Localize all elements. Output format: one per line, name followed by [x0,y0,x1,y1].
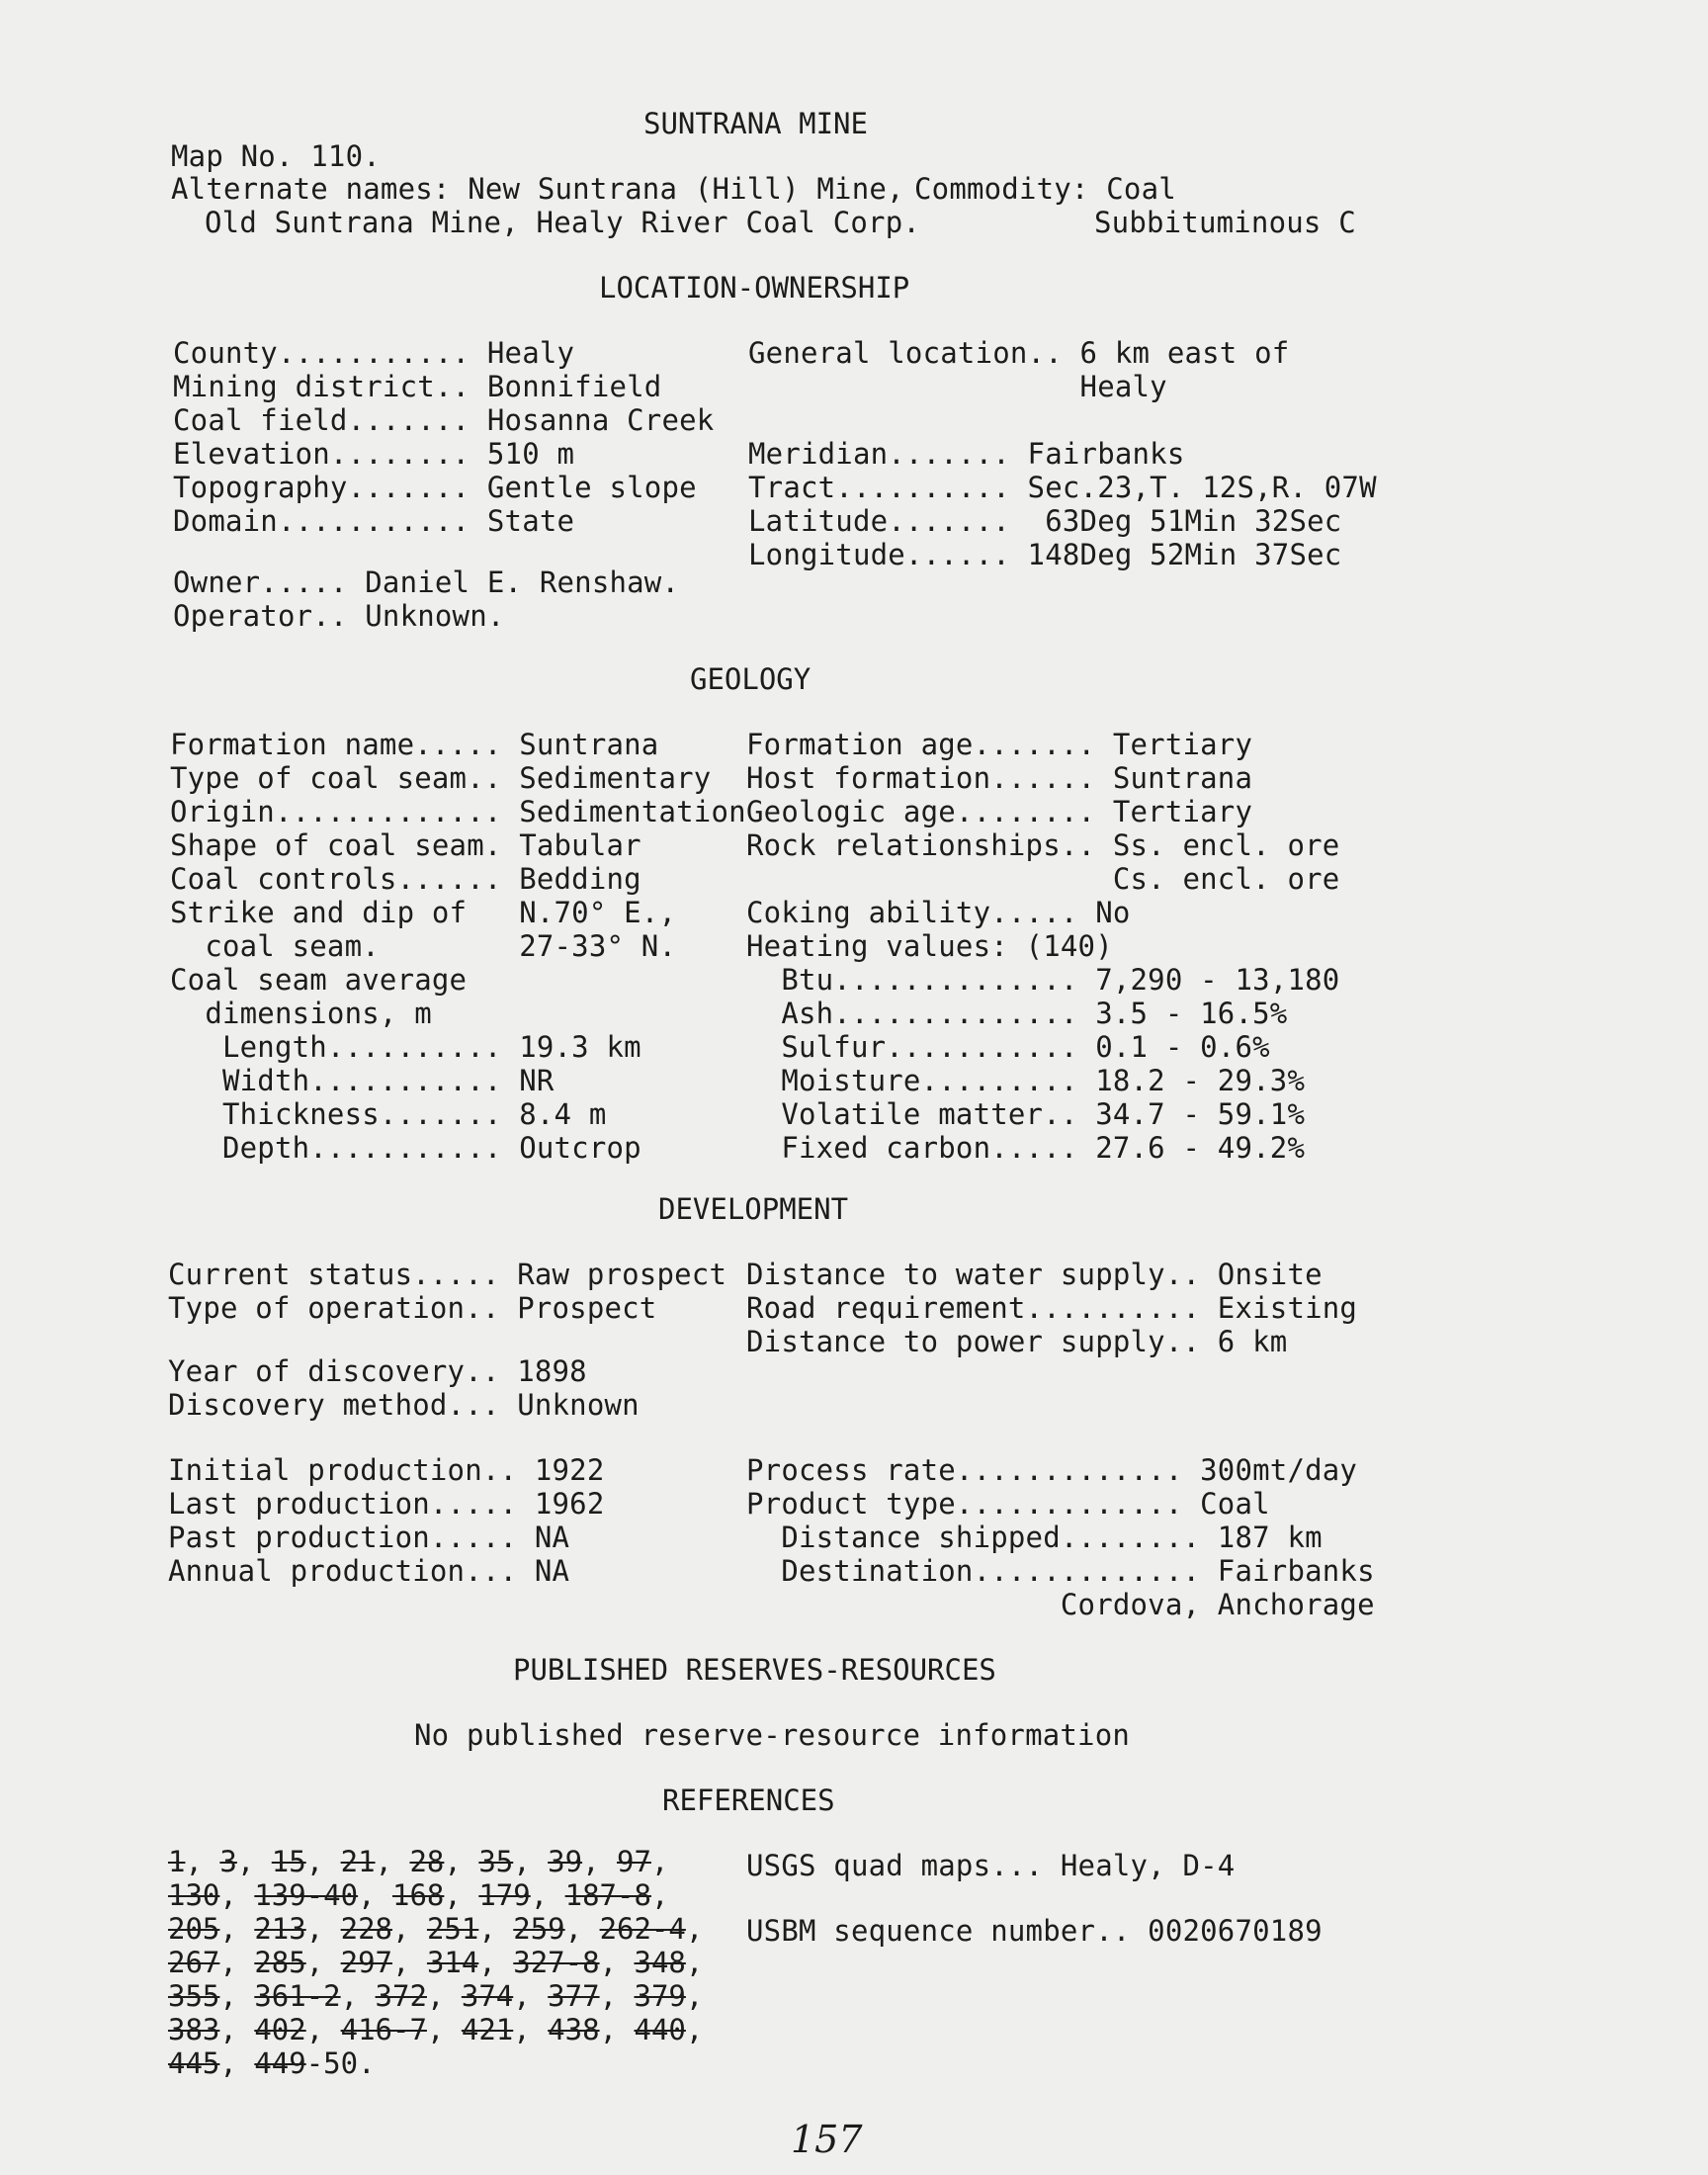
reference-separator: , [650,1845,669,1878]
section-heading-location: LOCATION-OWNERSHIP [599,271,910,304]
reference-separator: , [219,2013,255,2046]
geology-right-line: Cs. encl. ore [746,862,1340,896]
geology-left-line: Thickness....... 8.4 m [170,1097,607,1131]
geology-left-line: Strike and dip of N.70° E., [170,896,677,929]
reference-separator: , [305,1946,341,1979]
reference-separator: , [426,1979,462,2013]
location-left-line: Topography....... Gentle slope [173,471,697,504]
usbm-sequence-number: USBM sequence number.. 0020670189 [746,1914,1323,1948]
reference-separator: , [599,1979,635,2013]
geology-right-line: Volatile matter.. 34.7 - 59.1% [746,1097,1306,1131]
section-heading-references: REFERENCES [662,1784,835,1817]
struck-reference: 445 [168,2046,220,2080]
reference-separator: , [392,1912,427,1946]
geology-right-line: Rock relationships.. Ss. encl. ore [746,828,1340,862]
development-left-a-line: Current status..... Raw prospect [168,1258,727,1291]
struck-reference: 383 [168,2013,220,2046]
reference-separator: , [375,1845,410,1878]
struck-reference: 355 [168,1979,220,2013]
location-left-line: County........... Healy [173,336,575,370]
production-right-line: Process rate............. 300mt/day [746,1453,1358,1487]
struck-reference: 348 [634,1946,686,1979]
reference-line [168,1912,722,1946]
reference-separator: , [478,1946,514,1979]
production-right-column [746,1453,1375,1621]
production-right-line: Distance shipped........ 187 km [746,1521,1323,1554]
struck-reference: 438 [548,2013,600,2046]
development-left-status [168,1258,726,1325]
production-right-line: Destination............. Fairbanks [746,1554,1375,1588]
development-left-discovery [168,1354,640,1422]
usgs-quad-maps: USGS quad maps... Healy, D-4 [746,1849,1236,1882]
development-left-b-line: Year of discovery.. 1898 [168,1354,587,1388]
struck-reference: 262-4 [599,1912,686,1946]
geology-right-line: Coking ability..... No [746,896,1131,929]
section-heading-development: DEVELOPMENT [658,1192,849,1226]
geology-right-line: Moisture......... 18.2 - 29.3% [746,1064,1306,1097]
geology-left-line: Coal controls...... Bedding [170,862,641,896]
production-right-line: Product type............. Coal [746,1487,1270,1521]
reference-separator: , [219,1878,255,1912]
struck-reference: 421 [461,2013,514,2046]
struck-reference: 416-7 [340,2013,427,2046]
reference-separator: , [650,1878,669,1912]
reference-separator: , [444,1845,479,1878]
location-left-line: Domain........... State [173,504,575,538]
reference-separator: , [478,1912,514,1946]
location-left-line: Coal field....... Hosanna Creek [173,403,715,437]
geology-right-line: Sulfur........... 0.1 - 0.6% [746,1030,1270,1064]
struck-reference: 259 [513,1912,565,1946]
geology-left-line: Shape of coal seam. Tabular [170,828,641,862]
struck-reference: 267 [168,1946,220,1979]
geology-right-column [746,728,1339,1165]
struck-reference: 251 [426,1912,479,1946]
geology-right-line: Geologic age........ Tertiary [746,795,1253,828]
reference-separator: , [392,1946,427,1979]
reference-separator: , [513,2013,549,2046]
reference-separator: , [219,1946,255,1979]
reference-separator: , [305,2013,341,2046]
geology-left-line: Length.......... 19.3 km [170,1030,641,1064]
commodity-line2: Subbituminous C [1094,206,1356,239]
reference-separator: , [685,1912,704,1946]
reference-separator: , [340,1979,376,2013]
production-right-line: Cordova, Anchorage [746,1588,1375,1621]
references-list [168,1845,722,2080]
geology-left-column [170,728,746,1165]
development-left-b-line: Discovery method... Unknown [168,1388,640,1422]
location-left-line: Elevation........ 510 m [173,437,575,471]
geology-right-line: Formation age....... Tertiary [746,728,1253,761]
location-right-line: Healy [748,370,1167,403]
section-heading-reserves: PUBLISHED RESERVES-RESOURCES [513,1653,996,1687]
reference-separator: , [219,2046,255,2080]
reference-separator: , [582,1845,617,1878]
geology-right-line: Ash.............. 3.5 - 16.5% [746,997,1288,1030]
reference-line [168,1979,722,2013]
geology-left-line: dimensions, m [170,997,432,1030]
struck-reference: 97 [617,1845,651,1878]
geology-right-line: Heating values: (140) [746,929,1113,963]
geology-right-line: Fixed carbon..... 27.6 - 49.2% [746,1131,1306,1165]
operator: Operator.. Unknown. [173,599,505,633]
production-left-line: Initial production.. 1922 [168,1453,605,1487]
struck-reference: 187-8 [564,1878,651,1912]
struck-reference: 168 [392,1878,445,1912]
struck-reference: 449 [254,2046,306,2080]
development-left-a-line: Type of operation.. Prospect [168,1291,657,1325]
reference-line [168,1946,722,1979]
owner: Owner..... Daniel E. Renshaw. [173,566,680,599]
reference-separator: , [236,1845,272,1878]
struck-reference: 3 [219,1845,237,1878]
geology-left-line: Type of coal seam.. Sedimentary [170,761,712,795]
reference-line [168,1845,722,1878]
production-left-line: Annual production... NA [168,1554,570,1588]
reference-separator: , [185,1845,220,1878]
reference-separator: , [599,1946,635,1979]
section-heading-geology: GEOLOGY [690,662,811,696]
geology-right-line: Host formation...... Suntrana [746,761,1253,795]
struck-reference: 179 [478,1878,531,1912]
struck-reference: 402 [254,2013,306,2046]
production-left-line: Past production..... NA [168,1521,570,1554]
geology-left-line: Coal seam average [170,963,468,997]
location-right-line: General location.. 6 km east of [748,336,1290,370]
reference-separator: , [685,2013,704,2046]
struck-reference: 377 [548,1979,600,2013]
development-right-line: Distance to water supply.. Onsite [746,1258,1323,1291]
struck-reference: 327-8 [513,1946,600,1979]
reference-separator: , [513,1845,549,1878]
struck-reference: 39 [548,1845,583,1878]
reference-separator: , [426,2013,462,2046]
geology-left-line: Origin............. Sedimentation [170,795,746,828]
production-left-column [168,1453,605,1588]
map-number: Map No. 110. [171,139,381,173]
struck-reference: 35 [478,1845,514,1878]
struck-reference: 228 [340,1912,393,1946]
struck-reference: 139-40 [254,1878,359,1912]
location-right-line: Latitude....... 63Deg 51Min 32Sec [748,504,1342,538]
development-right-column [746,1258,1357,1358]
alternate-names-line1: Alternate names: New Suntrana (Hill) Mine, [171,172,904,206]
location-left-line: Mining district.. Bonnifield [173,370,662,403]
development-right-line: Distance to power supply.. 6 km [746,1325,1288,1358]
reference-separator: , [599,2013,635,2046]
reserves-text: No published reserve-resource information [414,1718,1131,1752]
geology-right-line: Btu.............. 7,290 - 13,180 [746,963,1340,997]
commodity-line1: Commodity: Coal [914,172,1176,206]
struck-reference: 21 [340,1845,376,1878]
geology-left-line: coal seam. 27-33° N. [170,929,677,963]
reference-line [168,2046,722,2080]
reference-separator: , [358,1878,392,1912]
struck-reference: 15 [271,1845,306,1878]
struck-reference: 1 [168,1845,186,1878]
geology-left-line: Depth........... Outcrop [170,1131,641,1165]
reference-separator: , [219,1979,255,2013]
struck-reference: 361-2 [254,1979,341,2013]
reference-separator: , [305,1912,341,1946]
page-number: 157 [791,2118,863,2161]
struck-reference: 130 [168,1878,220,1912]
struck-reference: 440 [634,2013,686,2046]
geology-left-line: Width........... NR [170,1064,555,1097]
struck-reference: 374 [461,1979,514,2013]
reference-separator: , [564,1912,600,1946]
location-right-line: Tract.......... Sec.23,T. 12S,R. 07W [748,471,1377,504]
reference-separator: , [513,1979,549,2013]
reference-separator: , [685,1979,704,2013]
reference-separator: , [530,1878,565,1912]
location-left-column [173,336,714,538]
alternate-names-line2: Old Suntrana Mine, Healy River Coal Corp. [205,206,921,239]
reference-separator: , [444,1878,479,1912]
location-right-line: Longitude...... 148Deg 52Min 37Sec [748,538,1342,571]
struck-reference: 285 [254,1946,306,1979]
struck-reference: 28 [409,1845,445,1878]
reference-separator: , [219,1912,255,1946]
location-right-line: Meridian....... Fairbanks [748,437,1185,471]
reference-separator: , [685,1946,704,1979]
struck-reference: 372 [375,1979,427,2013]
struck-reference: 213 [254,1912,306,1946]
development-right-line: Road requirement.......... Existing [746,1291,1358,1325]
production-left-line: Last production..... 1962 [168,1487,605,1521]
reference-line [168,2013,722,2046]
struck-reference: 379 [634,1979,686,2013]
geology-left-line: Formation name..... Suntrana [170,728,659,761]
reference-line [168,1878,722,1912]
spacer [748,403,1377,437]
reference-separator: , [305,1845,341,1878]
struck-reference: 314 [426,1946,479,1979]
struck-reference: 297 [340,1946,393,1979]
page-title: SUNTRANA MINE [643,107,868,140]
location-right-column [748,336,1377,571]
reference-separator: -50. [305,2046,376,2080]
struck-reference: 205 [168,1912,220,1946]
